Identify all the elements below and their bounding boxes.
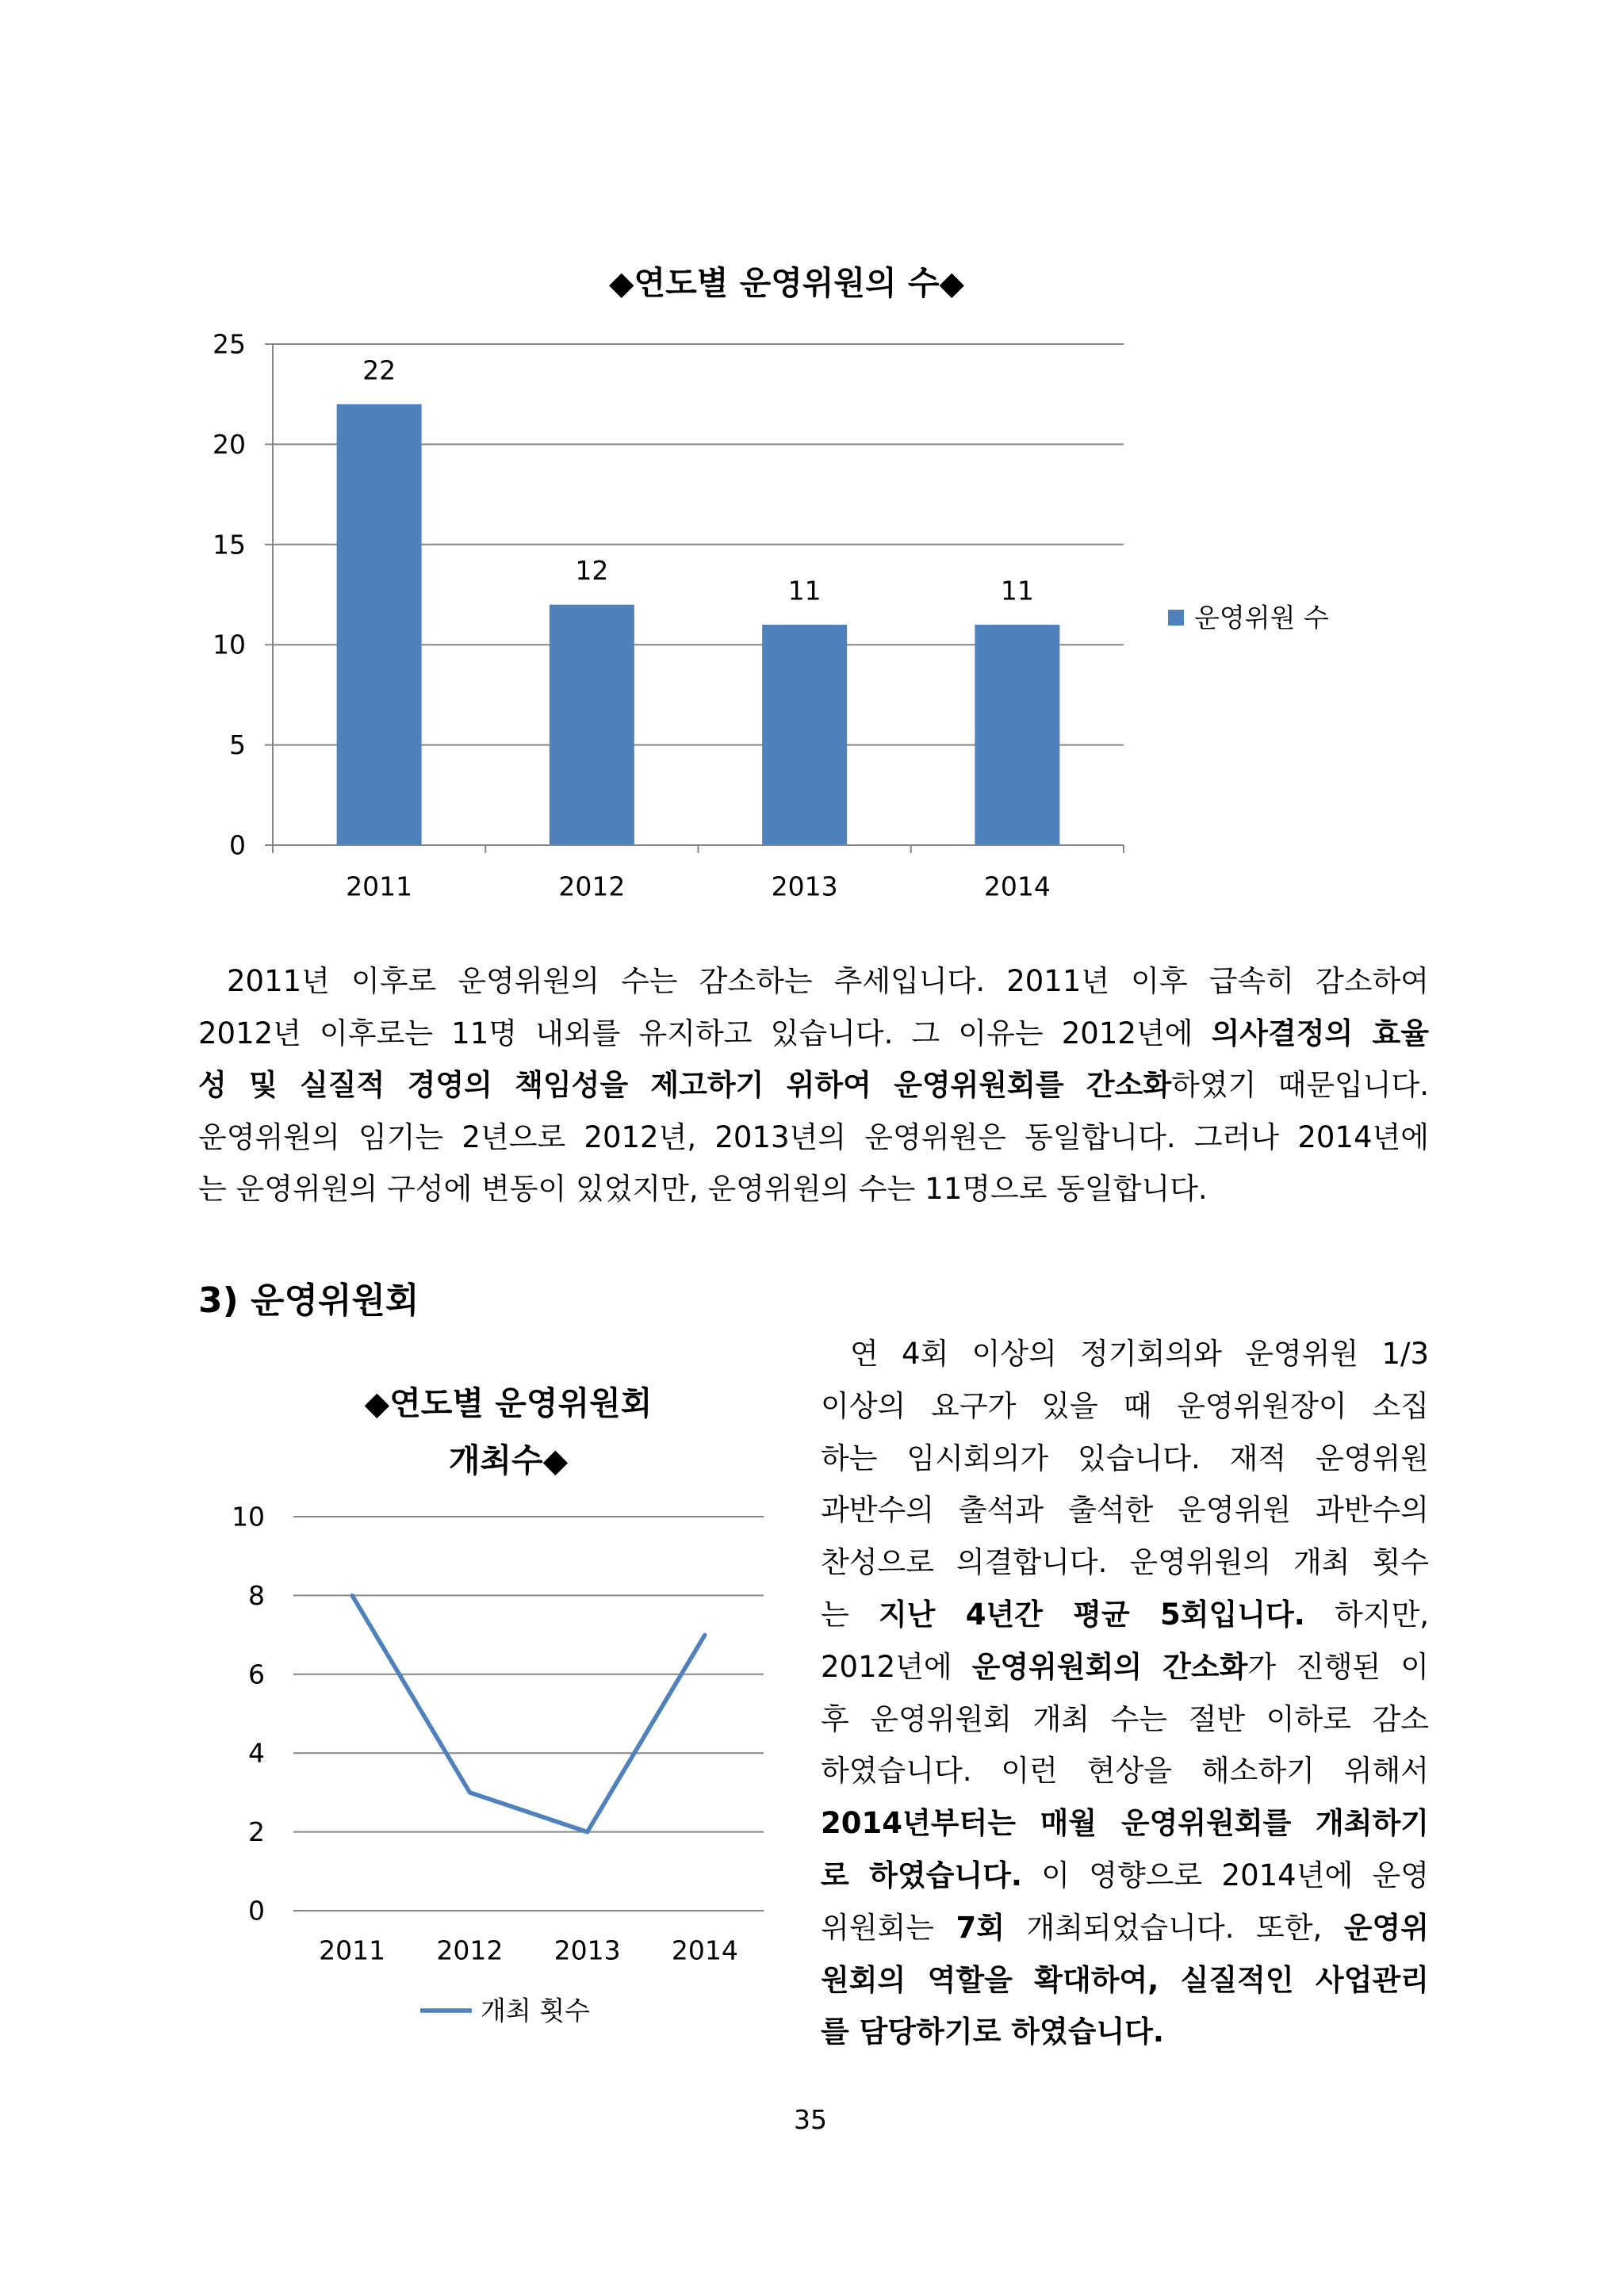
data-label-2011: 22 xyxy=(362,354,396,386)
data-point-2011 xyxy=(350,1594,354,1598)
paragraph-line xyxy=(821,1536,1429,1589)
y-tick-label: 10 xyxy=(213,629,246,660)
legend-swatch xyxy=(1168,610,1184,626)
bold-text-run: 운영위 xyxy=(1343,1910,1430,1945)
paragraph-line xyxy=(821,1328,1429,1380)
line-chart-meeting-count xyxy=(198,1490,817,2045)
x-tick-label-2012: 2012 xyxy=(436,1934,504,1966)
x-tick-label-2014: 2014 xyxy=(671,1934,738,1966)
text-run: 위원회는 xyxy=(821,1910,956,1945)
paragraph-committee-meetings xyxy=(821,1328,1429,2058)
section-heading: 3) 운영위원회 xyxy=(198,1280,419,1321)
text-run: 하지만, xyxy=(1304,1597,1430,1632)
y-tick-label: 8 xyxy=(248,1579,265,1611)
y-tick-label: 25 xyxy=(213,328,246,360)
chart-title-line: 개최수◆ xyxy=(448,1441,569,1479)
paragraph-line xyxy=(198,1059,1429,1112)
bold-text-run: 2014년부터는 매월 운영위원회를 개최하기 xyxy=(821,1806,1429,1841)
bold-text-run: 성 및 실질적 경영의 책임성을 제고하기 위하여 운영위원회를 간소화 xyxy=(198,1068,1172,1102)
paragraph-member-trend xyxy=(198,955,1429,1215)
text-run: 는 운영위원의 구성에 변동이 있었지만, 운영위원의 수는 11명으로 동일합니다. xyxy=(198,1172,1208,1206)
x-tick-label-2014: 2014 xyxy=(983,871,1051,902)
text-run: 가 진행된 이 xyxy=(1247,1649,1429,1684)
legend-label: 개최 횟수 xyxy=(481,1995,591,2026)
bar-2014 xyxy=(975,625,1059,845)
y-tick-label: 6 xyxy=(248,1659,265,1690)
text-run: 2012년에 xyxy=(821,1649,972,1684)
bold-text-run: 지난 4년간 평균 5회입니다. xyxy=(878,1597,1305,1632)
text-run: 2011년 이후로 운영위원의 수는 감소하는 추세입니다. 2011년 이후 급속히 감소하여 xyxy=(227,964,1429,998)
y-tick-label: 0 xyxy=(248,1895,265,1927)
y-tick-label: 0 xyxy=(229,829,246,861)
page-number: 35 xyxy=(794,2104,827,2135)
text-run: 연 4회 이상의 정기회의와 운영위원 1/3 xyxy=(850,1337,1429,1371)
legend-label: 운영위원 수 xyxy=(1194,602,1329,633)
y-tick-label: 4 xyxy=(248,1737,265,1769)
bar-chart-committee-members xyxy=(198,317,1429,920)
bar-2011 xyxy=(337,404,422,845)
x-tick-label-2012: 2012 xyxy=(558,871,626,902)
bold-text-run: 운영위원회의 간소화 xyxy=(971,1649,1248,1684)
paragraph-line xyxy=(198,1163,1429,1215)
x-tick-label-2011: 2011 xyxy=(319,1934,386,1966)
chart-title-meetings xyxy=(270,1375,746,1489)
text-run: 찬성으로 의결합니다. 운영위원의 개최 횟수 xyxy=(821,1545,1429,1580)
chart-title-members: ◆연도별 운영위원의 수◆ xyxy=(608,264,965,302)
bold-text-run: 로 하였습니다. xyxy=(821,1858,1022,1892)
text-run: 2012년 이후로는 11명 내외를 유지하고 있습니다. 그 이유는 2012년에 xyxy=(198,1016,1212,1050)
series-line xyxy=(352,1595,705,1831)
text-run: 는 xyxy=(821,1597,879,1632)
data-label-2014: 11 xyxy=(1000,575,1034,607)
paragraph-line xyxy=(821,1484,1429,1536)
text-run: 하였기 때문입니다. xyxy=(1171,1068,1429,1102)
paragraph-line xyxy=(198,1008,1429,1060)
text-run: 운영위원의 임기는 2년으로 2012년, 2013년의 운영위원은 동일합니다. 그러나 2014년에 xyxy=(198,1119,1429,1154)
data-label-2012: 12 xyxy=(575,555,609,587)
paragraph-line xyxy=(821,1797,1429,1850)
paragraph-line xyxy=(821,1902,1429,1954)
data-label-2013: 11 xyxy=(787,575,822,607)
x-tick-label-2013: 2013 xyxy=(553,1934,621,1966)
paragraph-line xyxy=(821,1954,1429,2007)
bold-text-run: 7회 xyxy=(956,1910,1005,1945)
paragraph-line xyxy=(821,1693,1429,1746)
data-point-2012 xyxy=(468,1790,472,1794)
paragraph-line xyxy=(821,1850,1429,1902)
text-run: 하였습니다. 이런 현상을 해소하기 위해서 xyxy=(821,1754,1429,1789)
text-run: 이 영향으로 2014년에 운영 xyxy=(1021,1858,1429,1892)
y-tick-label: 5 xyxy=(229,729,246,761)
y-tick-label: 2 xyxy=(248,1816,265,1848)
y-tick-label: 15 xyxy=(213,529,246,561)
text-run: 개최되었습니다. 또한, xyxy=(1005,1910,1344,1945)
text-run: 하는 임시회의가 있습니다. 재적 운영위원 xyxy=(821,1441,1429,1475)
chart-title-line: ◆연도별 운영위원회 xyxy=(364,1384,653,1422)
paragraph-line xyxy=(821,1745,1429,1797)
data-point-2013 xyxy=(585,1830,589,1834)
paragraph-line xyxy=(821,1589,1429,1641)
bold-text-run: 를 담당하기로 하였습니다. xyxy=(821,2015,1164,2049)
bold-text-run: 원회의 역할을 확대하여, 실질적인 사업관리 xyxy=(821,1962,1429,1997)
paragraph-line xyxy=(821,1433,1429,1485)
x-tick-label-2013: 2013 xyxy=(771,871,838,902)
bar-2013 xyxy=(762,625,847,845)
x-tick-label-2011: 2011 xyxy=(346,871,413,902)
paragraph-line xyxy=(198,955,1429,1008)
paragraph-line xyxy=(821,1380,1429,1433)
y-tick-label: 10 xyxy=(232,1501,265,1533)
paragraph-line xyxy=(821,2006,1429,2058)
text-run: 후 운영위원회 개최 수는 절반 이하로 감소 xyxy=(821,1701,1429,1736)
data-point-2014 xyxy=(703,1633,707,1637)
bar-2012 xyxy=(550,605,634,845)
paragraph-line xyxy=(198,1112,1429,1164)
y-tick-label: 20 xyxy=(213,428,246,460)
text-run: 과반수의 출석과 출석한 운영위원 과반수의 xyxy=(821,1493,1429,1528)
bold-text-run: 의사결정의 효율 xyxy=(1211,1016,1429,1050)
text-run: 이상의 요구가 있을 때 운영위원장이 소집 xyxy=(821,1388,1429,1423)
paragraph-line xyxy=(821,1641,1429,1693)
